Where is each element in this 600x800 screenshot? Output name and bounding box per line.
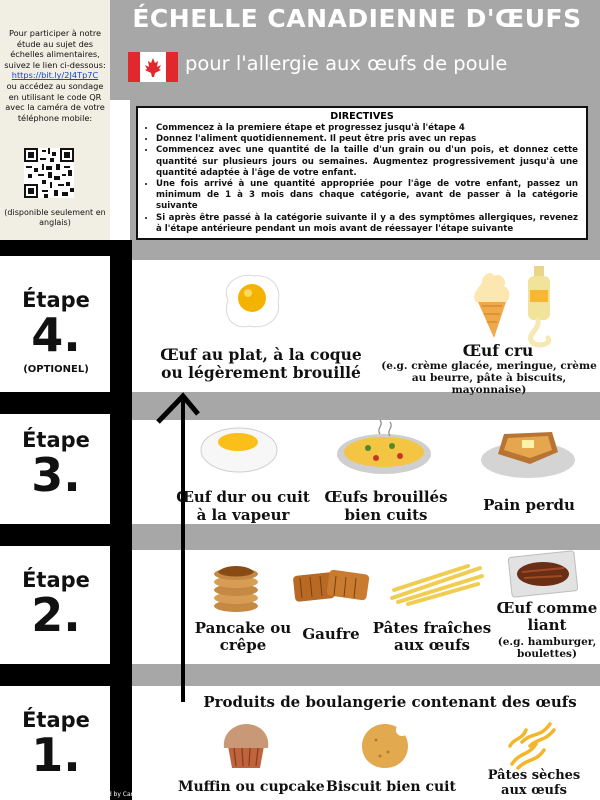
step3-word: Étape <box>22 428 90 452</box>
hard-boiled-egg-icon <box>198 422 280 474</box>
directive-item: • Si après être passé à la catégorie suivante il y a des symptômes allergiques, revenez à l'étape antérieure pendant un mois avant de réessayer l'étape suivante <box>156 213 578 235</box>
step4-food-raw-egg-examples: (e.g. crème glacée, meringue, crème au beurre, pâte à biscuits, mayonnaise) <box>381 360 597 396</box>
step2-food-egg-binder-examples: (e.g. hamburger, boulettes) <box>497 636 597 660</box>
progression-arrow-icon <box>150 392 200 704</box>
ladder-step-2 <box>0 524 132 546</box>
muffin-icon <box>220 720 272 770</box>
step2-label <box>4 568 108 642</box>
dry-pasta-icon <box>504 716 560 772</box>
survey-intro: Pour participer à notre étude au sujet des échelles alimentaires, suivez le lien ci-dessous: <box>4 28 106 70</box>
survey-after-link: ou accédez au sondage en utilisant le code QR avec la caméra de votre téléphone mobile: <box>5 80 105 123</box>
ladder-step-4 <box>0 240 132 256</box>
directives-box <box>136 106 588 240</box>
step3-food-scrambled: Œufs brouillés bien cuits <box>324 488 448 524</box>
fresh-pasta-icon <box>388 560 486 606</box>
french-toast-icon <box>478 424 578 480</box>
canada-flag-icon <box>128 52 178 82</box>
directives-list <box>146 123 578 235</box>
directive-item: • Commencez à la premiere étape et progressez jusqu'à l'étape 4 <box>156 123 578 134</box>
qr-code-icon[interactable] <box>24 148 74 198</box>
ladder-rail <box>110 240 132 800</box>
ladder-step-3 <box>0 392 132 414</box>
scrambled-eggs-icon <box>334 416 434 478</box>
ladder-step-1 <box>0 664 132 686</box>
survey-link[interactable]: https://bit.ly/2J4Tp7C <box>11 70 99 81</box>
step1-label <box>4 708 108 782</box>
directives-title: DIRECTIVES <box>330 111 394 122</box>
directive-item: • Donnez l'aliment quotidiennement. Il peut être pris avec un repas <box>156 134 578 145</box>
footer-powered-by: images powered by Canva <box>62 791 142 798</box>
step3-food-hard-boiled: Œuf dur ou cuit à la vapeur <box>176 488 310 524</box>
pancakes-icon <box>210 556 262 614</box>
directive-item: • Commencez avec une quantité de la taille d'un grain ou d'un pois, et donnez cette quantité sur plusieurs jours ou semaines. Augmentez progressivement jusqu'à une quantité adaptée à l'âge de votre enfant. <box>156 145 578 179</box>
waffle-icon <box>292 566 370 606</box>
step1-number: 1. <box>31 728 81 782</box>
step2-food-pancake: Pancake ou crêpe <box>194 619 292 654</box>
step4-food-raw-egg: Œuf cru <box>462 341 534 360</box>
ice-cream-icon <box>470 268 514 340</box>
step4-label <box>4 288 108 375</box>
cookie-icon <box>360 722 410 770</box>
step2-word: Étape <box>22 568 90 592</box>
band-step2-bottom <box>130 664 600 686</box>
step4-number: 4. <box>31 308 81 362</box>
step3-label <box>4 428 108 502</box>
step4-food-fried-egg: Œuf au plat, à la coque ou légèrement brouillé <box>160 345 362 382</box>
step3-number: 3. <box>31 448 81 502</box>
step4-word: Étape <box>22 288 90 312</box>
step1-word: Étape <box>22 708 90 732</box>
band-step3-bottom <box>130 524 600 550</box>
step1-food-dry-pasta: Pâtes sèches aux œufs <box>487 768 581 798</box>
fried-egg-icon <box>218 270 284 332</box>
step1-food-cookie: Biscuit bien cuit <box>326 779 456 795</box>
page-title: ÉCHELLE CANADIENNE D'ŒUFS <box>132 4 582 33</box>
survey-instructions <box>3 28 107 123</box>
step3-food-french-toast: Pain perdu <box>483 496 575 514</box>
step2-food-waffle: Gaufre <box>302 625 360 643</box>
step1-food-muffin: Muffin ou cupcake <box>178 779 325 795</box>
survey-note: (disponible seulement en anglais) <box>4 208 106 227</box>
step2-food-fresh-pasta: Pâtes fraîches aux œufs <box>372 619 492 654</box>
directive-item: • Une fois arrivé à une quantité appropriée pour l'âge de votre enfant, passez un minimum de 1 à 3 mois dans chaque catégorie, avant de passer à la catégorie suivante <box>156 179 578 213</box>
step2-food-egg-binder: Œuf comme liant <box>496 599 598 634</box>
hamburger-patty-icon <box>506 550 580 598</box>
step4-optional: (OPTIONEL) <box>23 364 89 375</box>
step1-heading: Produits de boulangerie contenant des œufs <box>203 693 577 711</box>
page-subtitle: pour l'allergie aux œufs de poule <box>185 52 508 75</box>
step2-number: 2. <box>31 588 81 642</box>
footer-copyright: © Copyright <box>4 790 42 797</box>
